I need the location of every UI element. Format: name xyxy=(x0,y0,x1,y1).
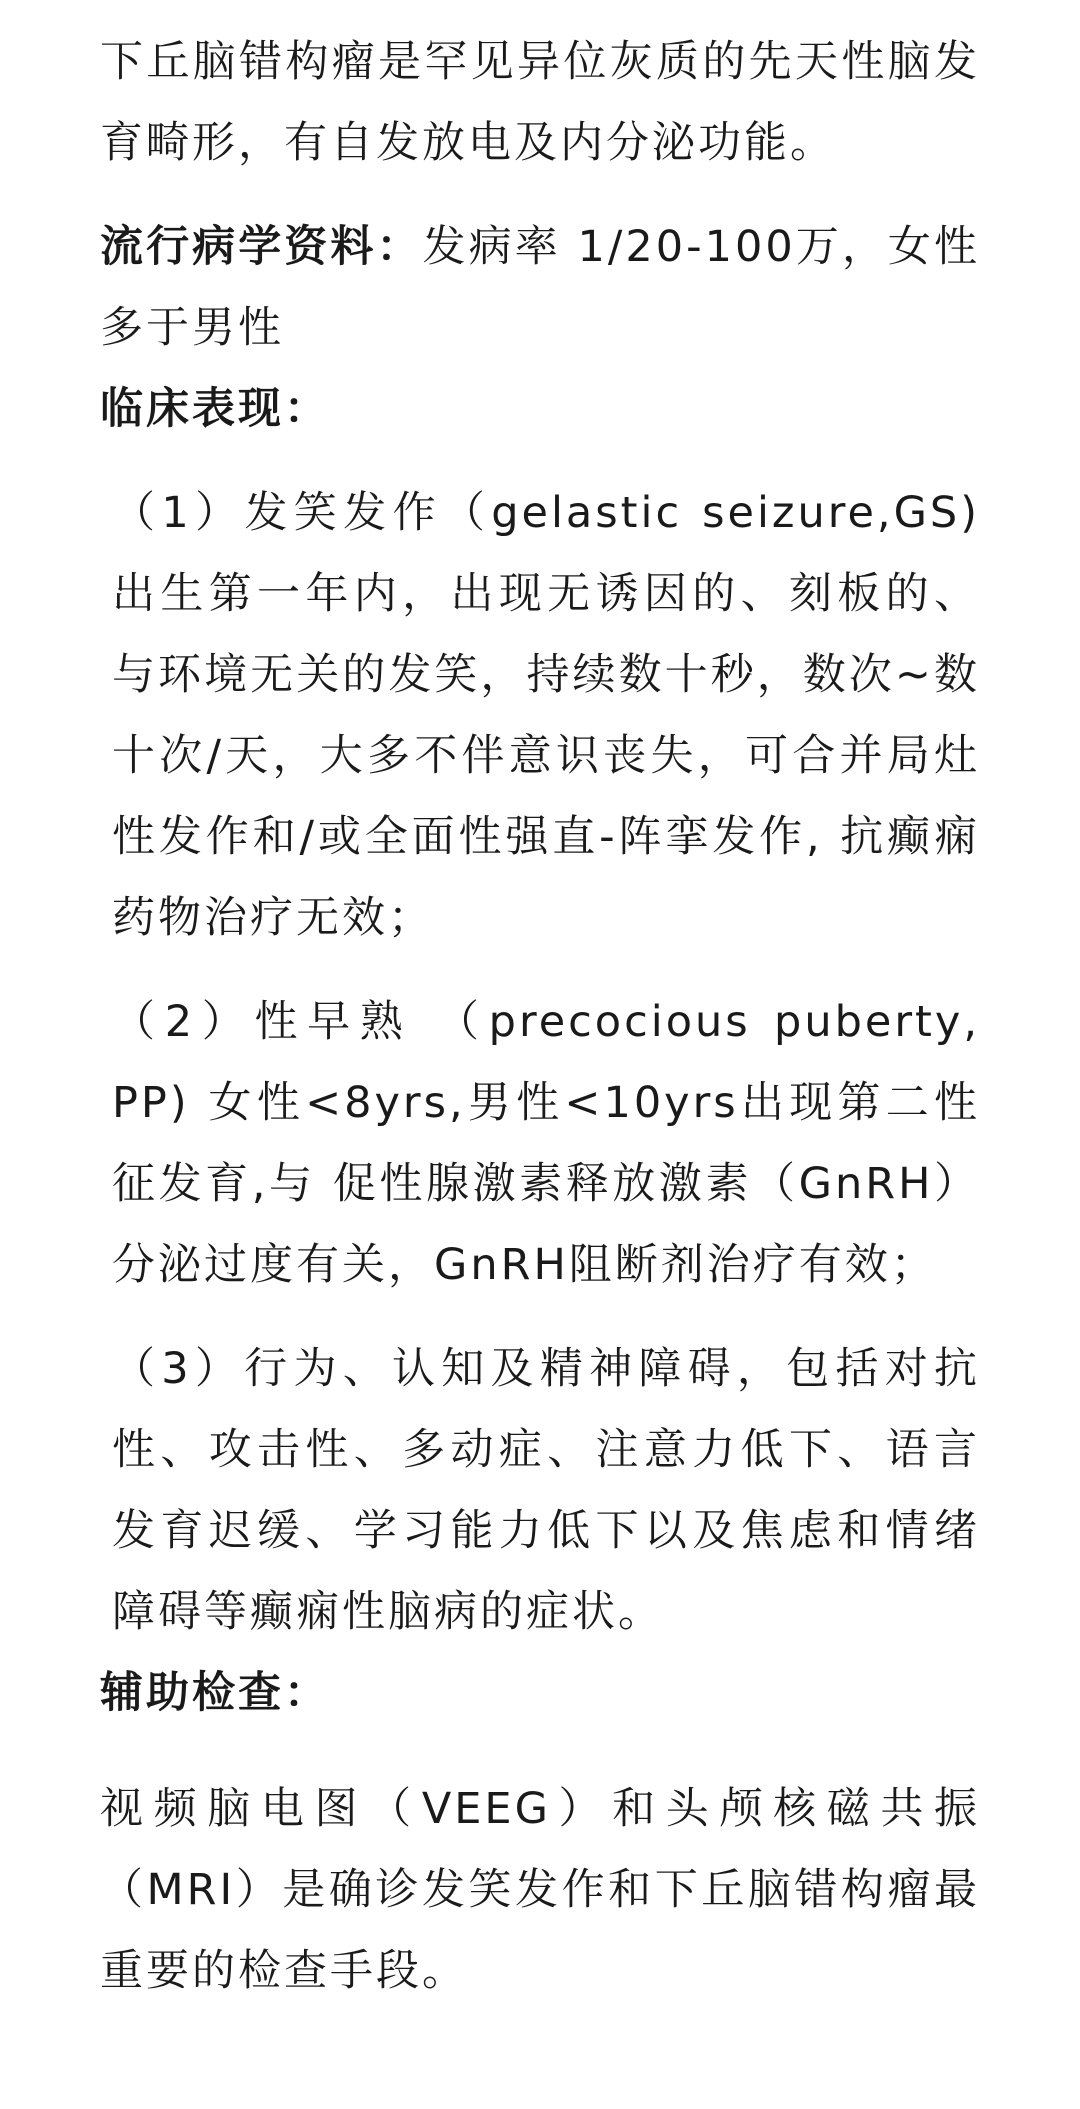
article-body xyxy=(100,22,980,2012)
epidemiology-paragraph xyxy=(100,207,980,369)
clinical-item-2: （2）性早熟 （precocious puberty, PP) 女性<8yrs,男性<10yrs出现第二性征发育,与 促性腺激素释放激素（GnRH）分泌过度有关，GnRH阻断剂治疗有效； xyxy=(112,997,980,1290)
clinical-item-3: （3）行为、认知及精神障碍，包括对抗性、攻击性、多动症、注意力低下、语言发育迟缓、学习能力低下以及焦虑和情绪障碍等癫痫性脑病的症状。 xyxy=(112,1344,980,1637)
intro-paragraph: 下丘脑错构瘤是罕见异位灰质的先天性脑发育畸形，有自发放电及内分泌功能。 xyxy=(100,37,980,168)
clinical-heading: 临床表现： xyxy=(100,384,330,434)
exam-heading: 辅助检查： xyxy=(100,1668,330,1718)
epidemiology-label: 流行病学资料： xyxy=(100,222,423,272)
epidemiology-text: 发病率 1/20-100万，女性多于男性 xyxy=(100,222,980,353)
clinical-item-1: （1）发笑发作（gelastic seizure,GS) 出生第一年内，出现无诱因的、刻板的、与环境无关的发笑，持续数十秒，数次~数十次/天，大多不伴意识丧失，可合并局灶性发作和/或全面性强直-阵挛发作, 抗癫痫药物治疗无效； xyxy=(112,488,980,943)
exam-paragraph: 视频脑电图（VEEG）和头颅核磁共振（MRI）是确诊发笑发作和下丘脑错构瘤最重要的检查手段。 xyxy=(100,1784,980,1996)
